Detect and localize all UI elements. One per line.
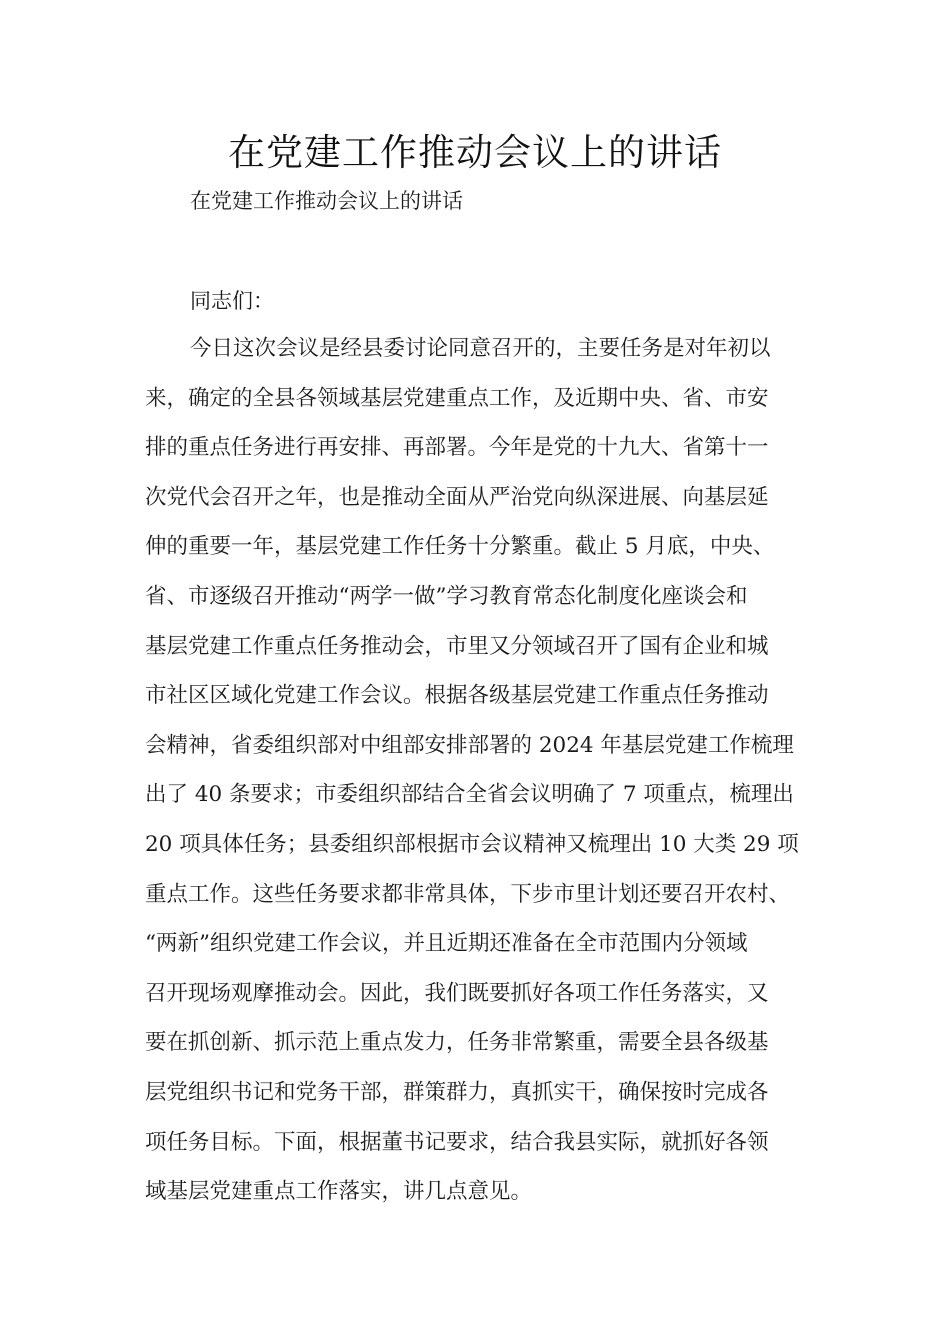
body-line: 来，确定的全县各领域基层党建重点工作，及近期中央、省、市安 xyxy=(145,385,769,411)
body-line: 市社区区域化党建工作会议。根据各级基层党建工作重点任务推动 xyxy=(145,683,769,709)
body-line: 基层党建工作重点任务推动会，市里又分领域召开了国有企业和城 xyxy=(145,633,769,659)
body-line: 省、市逐级召开推动“两学一做”学习教育常态化制度化座谈会和 xyxy=(145,583,748,609)
body-line: 层党组织书记和党务干部，群策群力，真抓实干，确保按时完成各 xyxy=(145,1079,769,1105)
body-line: 重点工作。这些任务要求都非常具体，下步市里计划还要召开农村、 xyxy=(145,881,791,907)
body-line: 排的重点任务进行再安排、再部署。今年是党的十九大、省第十一 xyxy=(145,435,769,461)
body-line: 域基层党建重点工作落实，讲几点意见。 xyxy=(145,1179,533,1205)
body-line: 召开现场观摩推动会。因此，我们既要抓好各项工作任务落实，又 xyxy=(145,980,769,1006)
body-line: 要在抓创新、抓示范上重点发力，任务非常繁重，需要全县各级基 xyxy=(145,1030,769,1056)
document-subtitle: 在党建工作推动会议上的讲话 xyxy=(190,189,463,213)
body-line: 伸的重要一年，基层党建工作任务十分繁重。截止 5 月底，中央、 xyxy=(145,534,775,560)
body-line: 出了 40 条要求；市委组织部结合全省会议明确了 7 项重点，梳理出 xyxy=(145,782,794,808)
body-line: “两新”组织党建工作会议，并且近期还准备在全市范围内分领域 xyxy=(145,931,748,957)
body-line: 会精神，省委组织部对中组部安排部署的 2024 年基层党建工作梳理 xyxy=(145,732,794,758)
body-line: 次党代会召开之年，也是推动全面从严治党向纵深进展、向基层延 xyxy=(145,484,769,510)
body-paragraph xyxy=(145,334,845,1227)
body-line: 今日这次会议是经县委讨论同意召开的，主要任务是对年初以 xyxy=(190,336,771,361)
greeting: 同志们： xyxy=(190,289,274,313)
document-title: 在党建工作推动会议上的讲话 xyxy=(228,131,722,174)
body-line: 项任务目标。下面，根据董书记要求，结合我县实际，就抓好各领 xyxy=(145,1129,769,1155)
body-line: 20 项具体任务；县委组织部根据市会议精神又梳理出 10 大类 29 项 xyxy=(145,831,799,857)
